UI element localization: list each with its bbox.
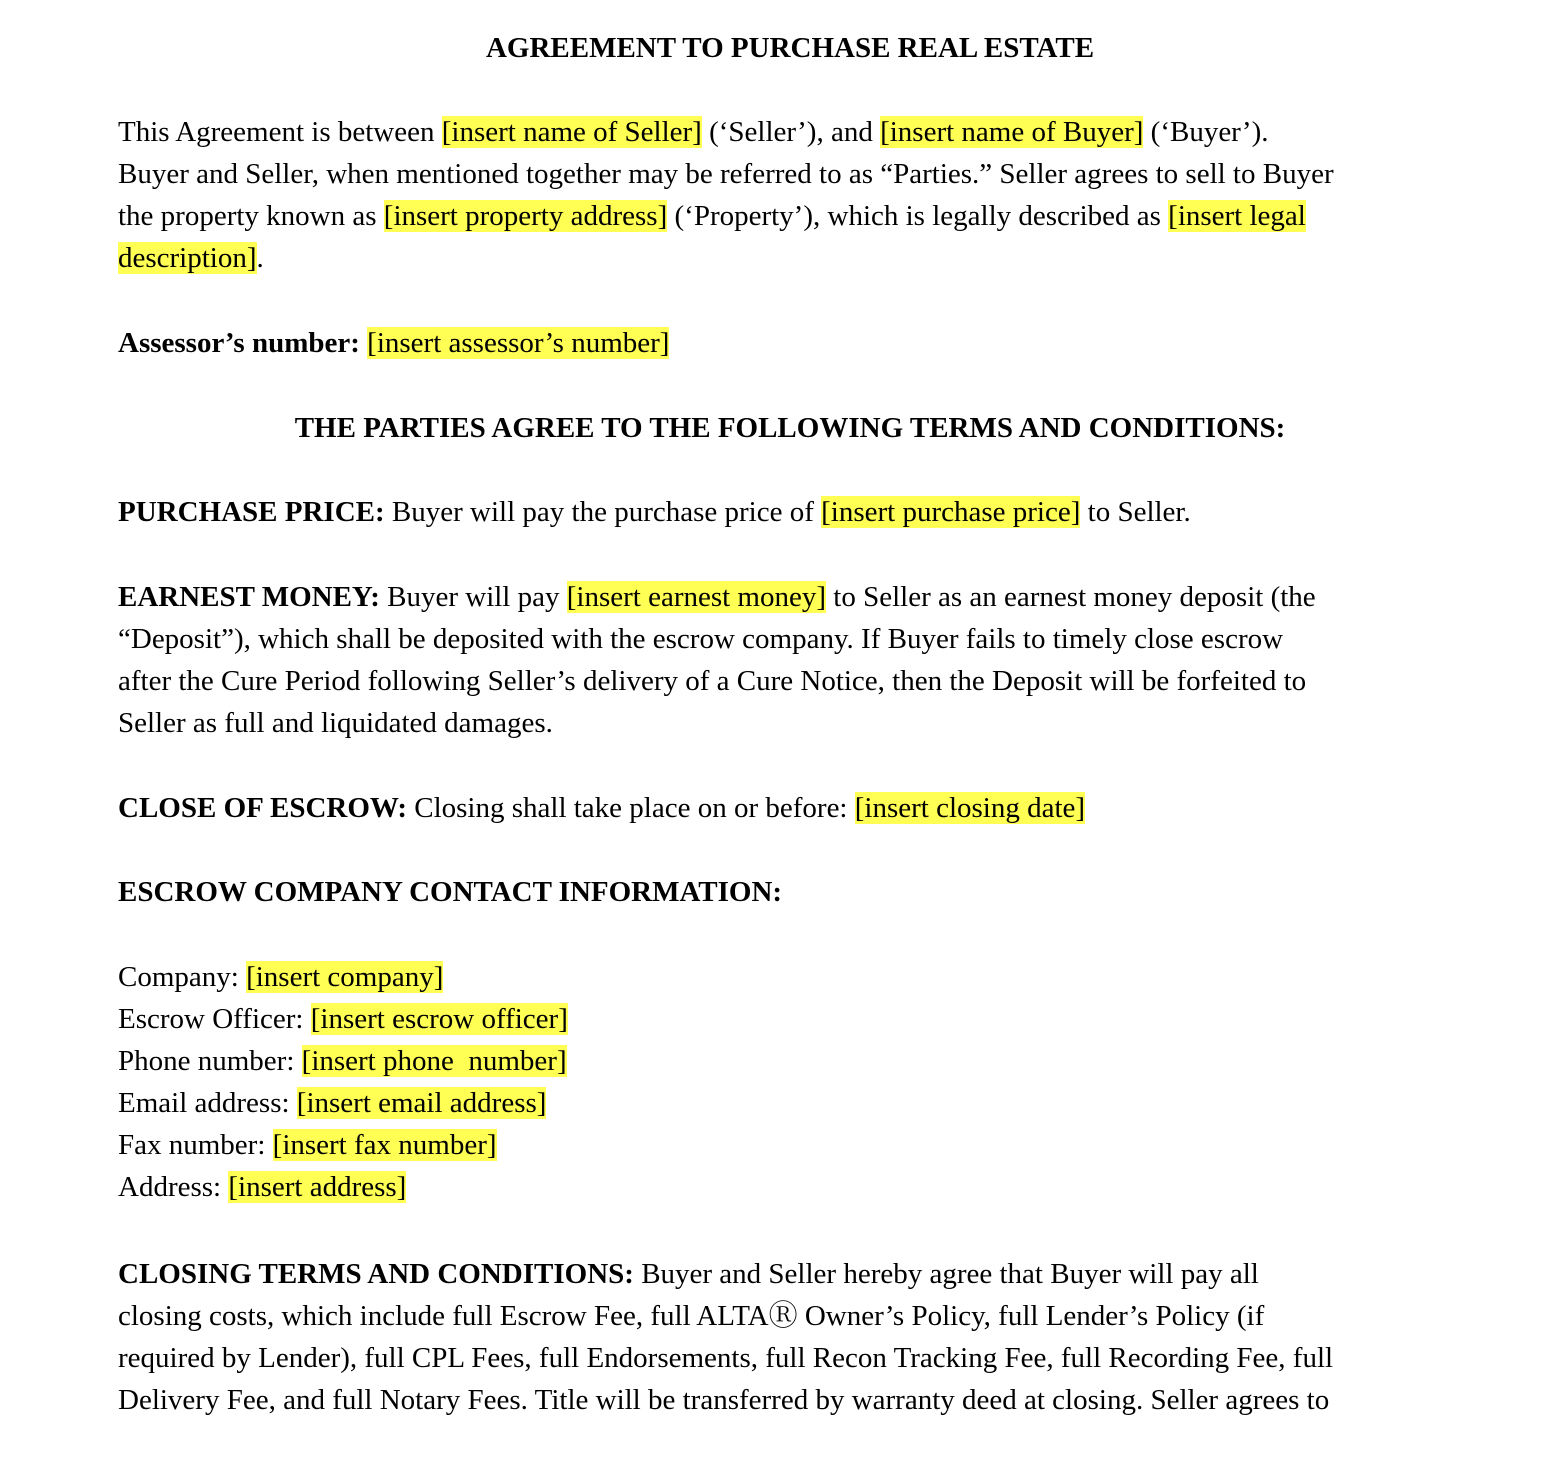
seller-name-field[interactable]: [insert name of Seller] <box>441 116 702 148</box>
text: Buyer will pay the purchase price of <box>384 496 822 528</box>
purchase-price-label: PURCHASE PRICE: <box>118 496 385 528</box>
escrow-officer-row <box>118 998 1468 1040</box>
escrow-officer-label: Escrow Officer: <box>118 1003 311 1035</box>
document-title: AGREEMENT TO PURCHASE REAL ESTATE <box>485 32 1095 64</box>
close-of-escrow-section <box>118 787 1468 829</box>
closing-terms-label: CLOSING TERMS AND CONDITIONS: <box>118 1258 634 1290</box>
intro-paragraph <box>118 111 1468 279</box>
earnest-money-field[interactable]: [insert earnest money] <box>566 581 827 613</box>
company-field[interactable]: [insert company] <box>246 961 444 993</box>
text: to Seller as an earnest money deposit (the <box>826 581 1316 613</box>
text: (‘Property’), which is legally described as <box>667 200 1169 232</box>
text: (‘Buyer’). <box>1143 116 1269 148</box>
intro-line-1 <box>118 111 1468 153</box>
assessor-label: Assessor’s number: <box>118 327 360 359</box>
terms-heading: THE PARTIES AGREE TO THE FOLLOWING TERMS AND CONDITIONS: <box>294 412 1286 444</box>
text: (‘Seller’), and <box>701 116 881 148</box>
closing-terms-line-5-clipped <box>118 1421 1468 1463</box>
escrow-officer-field[interactable]: [insert escrow officer] <box>310 1003 568 1035</box>
email-row <box>118 1082 1468 1124</box>
company-label: Company: <box>118 961 247 993</box>
buyer-name-field[interactable]: [insert name of Buyer] <box>880 116 1144 148</box>
fax-field[interactable]: [insert fax number] <box>272 1129 497 1161</box>
close-of-escrow-label: CLOSE OF ESCROW: <box>118 792 407 824</box>
text: Buyer and Seller hereby agree that Buyer will pay all <box>633 1258 1259 1290</box>
earnest-money-line-4: Seller as full and liquidated damages. <box>118 707 553 739</box>
earnest-money-line-2: “Deposit”), which shall be deposited with the escrow company. If Buyer fails to timely close escrow <box>118 623 1284 655</box>
text: Buyer will pay <box>379 581 567 613</box>
fax-label: Fax number: <box>118 1129 273 1161</box>
intro-line-3 <box>118 195 1468 237</box>
phone-field[interactable]: [insert phone number] <box>301 1045 567 1077</box>
text: to Seller. <box>1080 496 1191 528</box>
assessor-number-field[interactable]: [insert assessor’s number] <box>367 327 670 359</box>
address-row <box>118 1166 1468 1208</box>
closing-terms-line-4: Delivery Fee, and full Notary Fees. Title will be transferred by warranty deed at closing. Seller agrees to <box>118 1384 1330 1416</box>
earnest-money-label: EARNEST MONEY: <box>118 581 380 613</box>
purchase-price-section <box>118 491 1468 533</box>
text: Closing shall take place on or before: <box>406 792 855 824</box>
closing-date-field[interactable]: [insert closing date] <box>854 792 1086 824</box>
email-field[interactable]: [insert email address] <box>296 1087 547 1119</box>
email-label: Email address: <box>118 1087 297 1119</box>
text: the property known as <box>118 200 384 232</box>
company-row <box>118 956 1468 998</box>
intro-line-2: Buyer and Seller, when mentioned together may be referred to as “Parties.” Seller agrees to sell to Buyer <box>118 158 1334 190</box>
earnest-money-section <box>118 576 1468 744</box>
intro-line-4 <box>118 237 1468 279</box>
address-label: Address: <box>118 1171 229 1203</box>
address-field[interactable]: [insert address] <box>228 1171 407 1203</box>
assessor-line <box>118 322 1468 364</box>
escrow-contact-fields <box>118 956 1468 1208</box>
phone-label: Phone number: <box>118 1045 302 1077</box>
legal-description-field[interactable]: [insert legal <box>1168 200 1306 232</box>
legal-description-field-cont[interactable]: description] <box>118 242 257 274</box>
closing-terms-line-2: closing costs, which include full Escrow Fee, full ALTAⓇ Owner’s Policy, full Lender’s Policy (if <box>118 1300 1265 1332</box>
text: . <box>256 242 264 274</box>
phone-row <box>118 1040 1468 1082</box>
escrow-contact-heading: ESCROW COMPANY CONTACT INFORMATION: <box>118 876 783 908</box>
property-address-field[interactable]: [insert property address] <box>383 200 668 232</box>
text: This Agreement is between <box>118 116 442 148</box>
closing-terms-section <box>118 1253 1468 1463</box>
closing-terms-line-3: required by Lender), full CPL Fees, full Endorsements, full Recon Tracking Fee, full Recording Fee, full <box>118 1342 1334 1374</box>
earnest-money-line-3: after the Cure Period following Seller’s delivery of a Cure Notice, then the Deposit will be forfeited to <box>118 665 1307 697</box>
fax-row <box>118 1124 1468 1166</box>
purchase-price-field[interactable]: [insert purchase price] <box>821 496 1081 528</box>
